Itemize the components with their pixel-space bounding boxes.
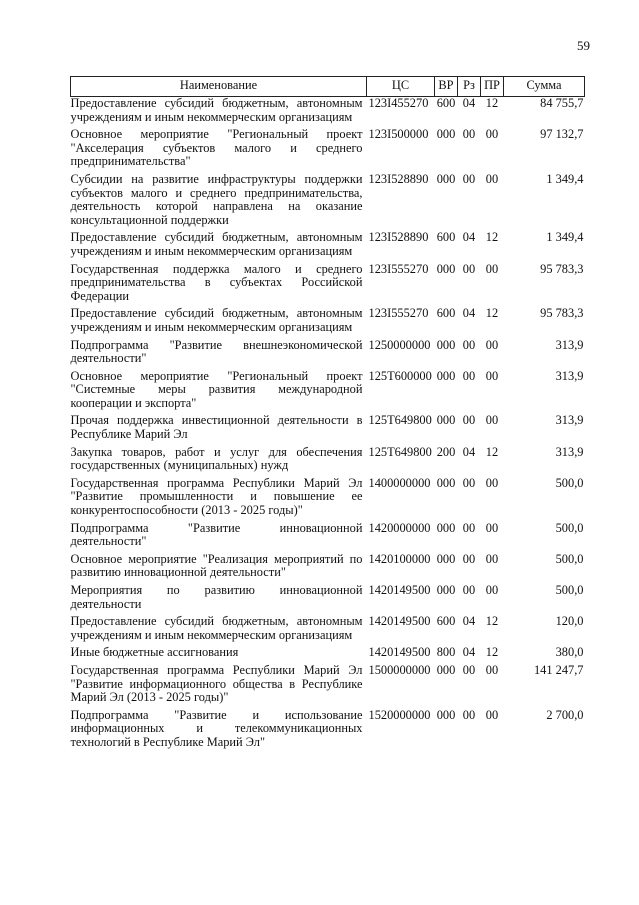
cell-rz: 00 [462, 171, 476, 186]
cell-rz: 04 [462, 230, 476, 245]
column-header-pr: ПР [481, 77, 504, 97]
cell-pr: 12 [485, 230, 499, 245]
cell-sum: 84 755,7 [540, 96, 584, 110]
cell-sum: 500,0 [555, 520, 584, 535]
table-row [71, 414, 585, 445]
cell-rz: 00 [462, 413, 476, 428]
table-row [71, 339, 585, 370]
table-row [71, 709, 585, 754]
table-row [71, 231, 585, 262]
cell-pr: 12 [485, 306, 499, 321]
cell-rz: 04 [462, 306, 476, 321]
cell-pr: 00 [485, 583, 499, 597]
cell-sum: 500,0 [555, 551, 584, 566]
cell-cs: 123I455270 [368, 96, 429, 110]
table-row [71, 553, 585, 584]
cell-name: Подпрограмма "Развитие и использование информационных и телекоммуникационных технологий в Республике Марий Эл" [70, 707, 363, 749]
cell-cs: 1420149500 [368, 583, 431, 597]
cell-cs: 1520000000 [368, 707, 431, 722]
cell-name: Предоставление субсидий бюджетным, автономным учреждениям и иным некоммерческим организациям [70, 230, 363, 258]
cell-sum: 313,9 [555, 368, 584, 383]
cell-rz: 00 [462, 475, 476, 490]
table-row [71, 97, 585, 129]
cell-rz: 00 [462, 337, 476, 352]
table-row [71, 307, 585, 338]
cell-sum: 141 247,7 [533, 662, 584, 677]
page-number: 59 [577, 38, 590, 53]
cell-vr: 000 [436, 337, 456, 352]
cell-vr: 000 [436, 368, 456, 383]
cell-pr: 00 [485, 520, 499, 535]
table-row [71, 584, 585, 615]
cell-sum: 1 349,4 [546, 230, 584, 245]
cell-name: Иные бюджетные ассигнования [70, 645, 239, 660]
table-row [71, 173, 585, 231]
cell-name: Подпрограмма "Развитие инновационной деятельности" [70, 520, 363, 549]
cell-name: Закупка товаров, работ и услуг для обеспечения государственных (муниципальных) нужд [70, 444, 363, 473]
cell-rz: 04 [462, 614, 476, 629]
cell-rz: 00 [462, 707, 476, 722]
cell-vr: 000 [436, 583, 456, 597]
cell-vr: 000 [436, 171, 456, 186]
cell-rz: 00 [462, 551, 476, 566]
cell-vr: 000 [436, 707, 456, 722]
cell-pr: 00 [485, 368, 499, 383]
cell-pr: 12 [485, 614, 499, 629]
table-row [71, 522, 585, 553]
column-header-vr: ВР [435, 77, 458, 97]
cell-vr: 600 [436, 614, 456, 629]
cell-sum: 2 700,0 [546, 707, 584, 722]
cell-cs: 1420149500 [368, 614, 431, 629]
cell-name: Мероприятия по развитию инновационной деятельности [70, 583, 363, 611]
cell-rz: 00 [462, 368, 476, 383]
cell-name: Основное мероприятие "Региональный проект "Системные меры развития международной кооперации и экспорта" [70, 368, 363, 410]
cell-pr: 12 [485, 444, 499, 459]
cell-sum: 95 783,3 [540, 261, 584, 276]
cell-sum: 1 349,4 [546, 171, 584, 186]
cell-rz: 00 [462, 127, 476, 142]
cell-name: Основное мероприятие "Региональный проект "Акселерация субъектов малого и среднего предпринимательства" [70, 127, 363, 169]
cell-cs: 123I500000 [368, 127, 429, 142]
cell-sum: 120,0 [555, 614, 584, 629]
cell-pr: 12 [485, 96, 499, 110]
cell-rz: 04 [462, 444, 476, 459]
cell-pr: 12 [485, 645, 499, 660]
table-row [71, 477, 585, 522]
cell-name: Государственная поддержка малого и среднего предпринимательства в субъектах Российской Федерации [70, 261, 363, 303]
cell-cs: 1420100000 [368, 551, 431, 566]
cell-rz: 00 [462, 520, 476, 535]
cell-name: Основное мероприятие "Реализация мероприятий по развитию инновационной деятельности" [70, 551, 363, 580]
cell-name: Предоставление субсидий бюджетным, автономным учреждениям и иным некоммерческим организациям [70, 306, 363, 334]
cell-rz: 04 [462, 645, 476, 660]
cell-vr: 000 [436, 261, 456, 276]
budget-table [70, 76, 585, 754]
cell-vr: 000 [436, 413, 456, 428]
cell-name: Субсидии на развитие инфраструктуры поддержки субъектов малого и среднего предпринимательства, деятельность которой направлена на оказание консультационной поддержки [70, 171, 363, 227]
cell-rz: 00 [462, 261, 476, 276]
cell-rz: 00 [462, 662, 476, 677]
table-row [71, 446, 585, 477]
cell-name: Подпрограмма "Развитие внешнеэкономической деятельности" [70, 337, 363, 366]
cell-vr: 800 [436, 645, 456, 660]
table-row [71, 128, 585, 173]
cell-cs: 1420000000 [368, 520, 431, 535]
cell-rz: 04 [462, 96, 476, 110]
table-row [71, 664, 585, 709]
cell-cs: 123I528890 [368, 230, 429, 245]
cell-cs: 125T649800 [368, 444, 432, 459]
cell-cs: 1250000000 [368, 337, 431, 352]
table-row [71, 263, 585, 308]
cell-vr: 600 [436, 96, 456, 110]
cell-vr: 000 [436, 551, 456, 566]
table-row [71, 646, 585, 664]
cell-name: Предоставление субсидий бюджетным, автономным учреждениям и иным некоммерческим организациям [70, 614, 363, 642]
cell-vr: 600 [436, 230, 456, 245]
table-row [71, 615, 585, 646]
column-header-cs: ЦС [367, 77, 435, 97]
cell-cs: 1420149500 [368, 645, 431, 660]
cell-pr: 00 [485, 475, 499, 490]
cell-cs: 1400000000 [368, 475, 431, 490]
cell-rz: 00 [462, 583, 476, 597]
cell-name: Государственная программа Республики Марий Эл "Развитие промышленности и повышение ее конкурентоспособности (2013 - 2025 годы)" [70, 475, 363, 518]
cell-cs: 123I555270 [368, 261, 429, 276]
cell-vr: 200 [436, 444, 456, 459]
column-header-name: Наименование [71, 77, 367, 97]
cell-sum: 95 783,3 [540, 306, 584, 321]
cell-sum: 500,0 [555, 475, 584, 490]
cell-sum: 380,0 [555, 645, 584, 660]
cell-cs: 1500000000 [368, 662, 431, 677]
cell-pr: 00 [485, 413, 499, 428]
cell-pr: 00 [485, 261, 499, 276]
cell-sum: 97 132,7 [540, 127, 584, 142]
cell-cs: 123I555270 [368, 306, 429, 321]
cell-sum: 313,9 [555, 444, 584, 459]
cell-pr: 00 [485, 662, 499, 677]
cell-sum: 500,0 [555, 583, 584, 597]
column-header-rz: Рз [458, 77, 481, 97]
cell-pr: 00 [485, 127, 499, 142]
cell-name: Прочая поддержка инвестиционной деятельности в Республике Марий Эл [70, 413, 363, 442]
cell-vr: 000 [436, 662, 456, 677]
cell-vr: 600 [436, 306, 456, 321]
table-header-row [71, 77, 585, 97]
cell-sum: 313,9 [555, 337, 584, 352]
cell-pr: 00 [485, 551, 499, 566]
cell-name: Предоставление субсидий бюджетным, автономным учреждениям и иным некоммерческим организациям [70, 96, 363, 124]
cell-pr: 00 [485, 171, 499, 186]
table-row [71, 370, 585, 415]
column-header-sum: Сумма [504, 77, 585, 97]
cell-vr: 000 [436, 475, 456, 490]
cell-cs: 125T649800 [368, 413, 432, 428]
cell-vr: 000 [436, 520, 456, 535]
cell-sum: 313,9 [555, 413, 584, 428]
cell-cs: 125T600000 [368, 368, 432, 383]
cell-vr: 000 [436, 127, 456, 142]
cell-pr: 00 [485, 337, 499, 352]
cell-cs: 123I528890 [368, 171, 429, 186]
cell-pr: 00 [485, 707, 499, 722]
cell-name: Государственная программа Республики Марий Эл "Развитие информационного общества в Республике Марий Эл (2013 - 2025 годы)" [70, 662, 363, 705]
